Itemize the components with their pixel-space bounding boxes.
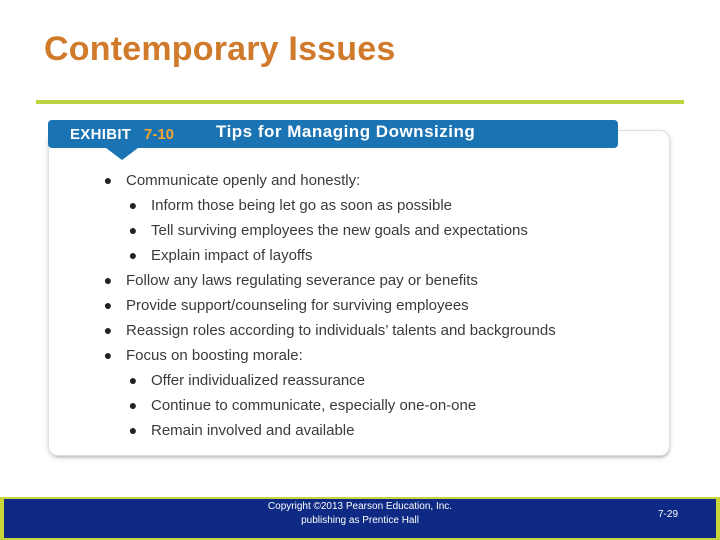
- list-item-text: Provide support/counseling for surviving employees: [126, 297, 469, 314]
- list-item-text: Inform those being let go as soon as possible: [151, 197, 453, 214]
- slide-title: Contemporary Issues: [44, 30, 396, 68]
- copyright-text: [0, 500, 720, 528]
- list-item-text: Remain involved and available: [151, 422, 355, 439]
- list-item-text: Follow any laws regulating severance pay or benefits: [126, 272, 478, 289]
- list-item-text: Continue to communicate, especially one-on-one: [151, 397, 477, 414]
- copyright-line-1: Copyright ©2013 Pearson Education, Inc.: [267, 501, 453, 512]
- bullet-icon: ●: [103, 297, 113, 313]
- exhibit-label: EXHIBIT: [70, 126, 132, 143]
- bullet-icon: ●: [128, 197, 138, 213]
- list-item: [102, 343, 662, 368]
- list-item-text: Communicate openly and honestly:: [126, 172, 361, 189]
- list-item-text: Explain impact of layoffs: [151, 247, 313, 264]
- list-item: [102, 218, 662, 243]
- list-item-text: Focus on boosting morale:: [126, 347, 303, 364]
- list-item: [102, 268, 662, 293]
- list-item-text: Reassign roles according to individuals’ talents and backgrounds: [126, 322, 556, 339]
- list-item: [102, 168, 662, 193]
- exhibit-number: 7-10: [144, 126, 175, 143]
- title-divider: [36, 100, 684, 104]
- bullet-icon: ●: [128, 422, 138, 438]
- bullet-icon: ●: [128, 247, 138, 263]
- bullet-icon: ●: [128, 397, 138, 413]
- tips-list: [102, 168, 662, 443]
- exhibit-box: [48, 120, 670, 458]
- bullet-icon: ●: [128, 222, 138, 238]
- bullet-icon: ●: [128, 372, 138, 388]
- list-item-text: Offer individualized reassurance: [151, 372, 366, 389]
- bullet-icon: ●: [103, 322, 113, 338]
- list-item: [102, 243, 662, 268]
- list-item: [102, 193, 662, 218]
- page-number: 7-29: [657, 509, 678, 520]
- list-item: [102, 368, 662, 393]
- list-item-text: Tell surviving employees the new goals and expectations: [151, 222, 528, 239]
- bullet-icon: ●: [103, 172, 113, 188]
- exhibit-banner: [48, 120, 618, 148]
- list-item: [102, 318, 662, 343]
- copyright-line-2: publishing as Prentice Hall: [301, 515, 419, 526]
- footer-bar: [0, 497, 720, 540]
- exhibit-title: Tips for Managing Downsizing: [216, 122, 476, 141]
- list-item: [102, 393, 662, 418]
- list-item: [102, 293, 662, 318]
- bullet-icon: ●: [103, 347, 113, 363]
- bullet-icon: ●: [103, 272, 113, 288]
- list-item: [102, 418, 662, 443]
- banner-notch: [106, 148, 138, 160]
